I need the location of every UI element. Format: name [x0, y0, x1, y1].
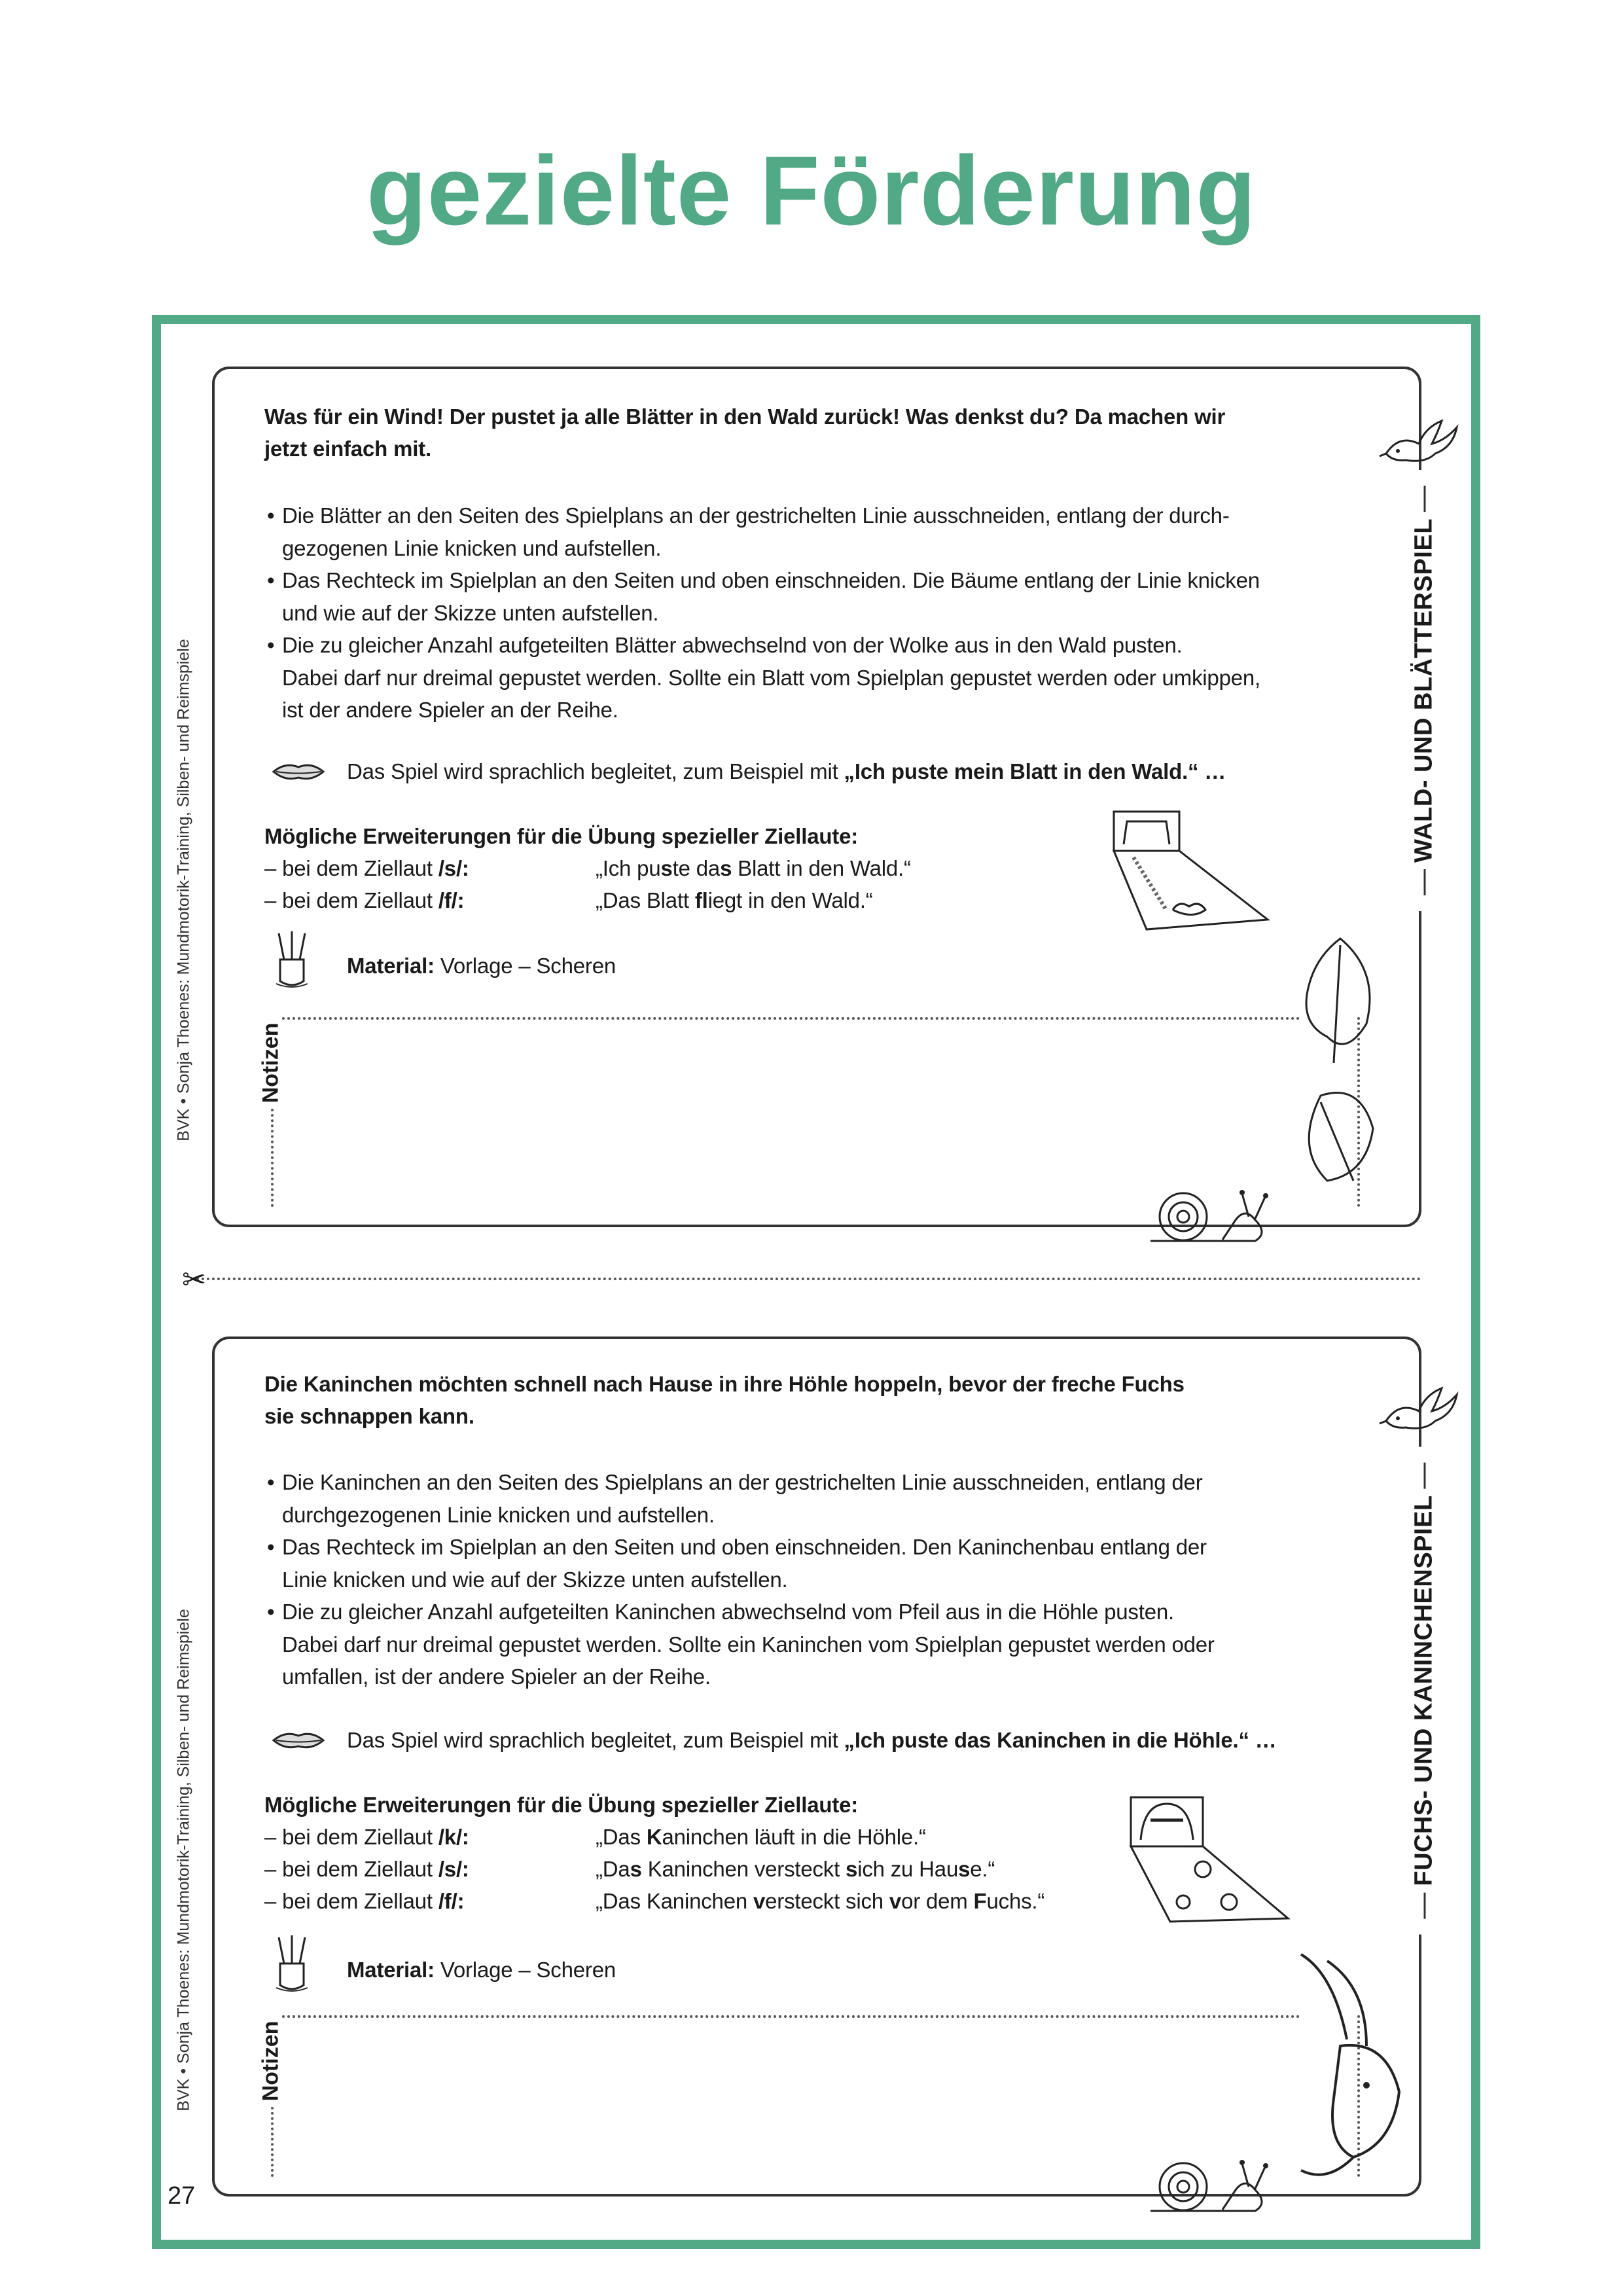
extension-example: [596, 1885, 1044, 1917]
extension-example: [596, 884, 873, 916]
bird-illustration: [1380, 1375, 1461, 1444]
example-segment: s: [846, 1857, 858, 1881]
speech-normal: Das Spiel wird sprachlich begleitet, zum Beispiel mit: [347, 1728, 844, 1752]
example-segment: s: [630, 1857, 642, 1881]
bird-illustration: [1380, 408, 1461, 476]
material-label: Material:: [347, 954, 435, 978]
example-segment: F: [973, 1889, 987, 1913]
example-segment: „Das: [596, 1825, 647, 1849]
example-segment: aninchen läuft in die Höhle.“: [662, 1825, 926, 1849]
pencil-cup-icon: [272, 930, 312, 992]
extension-label: [264, 884, 464, 916]
extension-label-text: – bei dem Ziellaut: [264, 1889, 438, 1913]
bullet-text: Das Rechteck im Spielplan an den Seiten und oben einschneiden. Die Bäume entlang der Linie knicken: [282, 568, 1260, 592]
bullet-text: Linie knicken und wie auf der Skizze unten aufstellen.: [282, 1567, 788, 1592]
notes-dotted-line: [282, 2015, 1300, 2018]
example-segment: s: [660, 856, 673, 880]
intro-text: sie schnappen kann.: [264, 1404, 474, 1428]
lips-icon: [272, 761, 325, 786]
bullet-marker: •: [267, 1470, 275, 1494]
example-segment: Blatt in den Wald.“: [732, 856, 911, 880]
example-segment: uchs.“: [986, 1889, 1045, 1913]
example-segment: „Ich pu: [596, 856, 661, 880]
bullet-text: durchgezogenen Linie knicken und aufstellen.: [282, 1502, 715, 1527]
extension-label: [264, 1853, 469, 1885]
example-segment: „Da: [596, 1857, 630, 1881]
bullet-marker: •: [267, 503, 275, 528]
game-card-wald-blaetter: [212, 367, 1438, 1227]
rabbit-illustration: [1288, 1948, 1406, 2200]
example-segment: s: [958, 1857, 971, 1881]
bullet-marker: •: [267, 568, 275, 592]
snail-illustration: [1144, 1181, 1275, 1249]
bullet-marker: •: [267, 1535, 275, 1559]
notes-dotted-vline: [271, 2107, 274, 2177]
target-sound: /s/:: [438, 856, 469, 880]
material: [347, 950, 616, 982]
speech-normal: Das Spiel wird sprachlich begleitet, zum Beispiel mit: [347, 759, 844, 783]
bullet-text: Die zu gleicher Anzahl aufgeteilten Kaninchen abwechselnd vom Pfeil aus in die Höhle pusten.: [282, 1600, 1174, 1624]
snail-illustration: [1144, 2151, 1275, 2219]
side-credit: BVK • Sonja Thoenes: Mundmotorik-Training, Silben- und Reimspiele: [174, 639, 193, 1141]
example-segment: ersteckt sich: [765, 1889, 889, 1913]
leaves-illustration: [1281, 932, 1386, 1197]
extension-example: [596, 852, 911, 884]
example-segment: K: [646, 1825, 662, 1849]
game-title: WALD- UND BLÄTTERSPIEL: [1410, 470, 1438, 911]
page-title: gezielte Förderung: [366, 135, 1257, 245]
extension-label-text: – bei dem Ziellaut: [264, 1825, 438, 1849]
example-segment: „Das Kaninchen: [596, 1889, 753, 1913]
speech-example: [347, 755, 1226, 787]
lips-icon: [272, 1729, 325, 1755]
extension-label: [264, 852, 469, 884]
example-segment: iegt in den Wald.“: [707, 888, 873, 912]
target-sound: /f/:: [438, 1889, 465, 1913]
speech-example: [347, 1724, 1277, 1756]
bullet-text: umfallen, ist der andere Spieler an der Reihe.: [282, 1664, 711, 1689]
material: [347, 1954, 616, 1986]
example-segment: te da: [672, 856, 721, 880]
cut-line: [196, 1278, 1421, 1280]
speech-bold: „Ich puste mein Blatt in den Wald.“ …: [844, 759, 1226, 783]
target-sound: /f/:: [438, 888, 465, 912]
notes-dotted-vline: [271, 1109, 274, 1207]
game-card-fuchs-kaninchen: [212, 1336, 1438, 2197]
bullet-marker: •: [267, 1600, 275, 1624]
game-title: FUCHS- UND KANINCHENSPIEL: [1410, 1446, 1438, 1934]
target-sound: /s/:: [438, 1857, 469, 1881]
intro-text: jetzt einfach mit.: [264, 437, 431, 461]
bullet-text: Das Rechteck im Spielplan an den Seiten und oben einschneiden. Den Kaninchenbau entlang der: [282, 1535, 1207, 1559]
example-segment: e.“: [970, 1857, 995, 1881]
bullet-text: Die zu gleicher Anzahl aufgeteilten Blätter abwechselnd von der Wolke aus in den Wald pusten.: [282, 633, 1183, 657]
extension-label-text: – bei dem Ziellaut: [264, 888, 438, 912]
material-value: Vorlage – Scheren: [434, 1958, 616, 1982]
example-segment: s: [720, 856, 732, 880]
example-segment: Kaninchen versteckt: [641, 1857, 846, 1881]
extension-example: [596, 1821, 926, 1853]
speech-bold: „Ich puste das Kaninchen in die Höhle.“ …: [844, 1728, 1277, 1752]
pencil-cup-icon: [272, 1934, 312, 1996]
notes-dotted-line: [282, 1017, 1300, 1020]
bullet-text: Dabei darf nur dreimal gepustet werden. Sollte ein Blatt vom Spielplan gepustet werden oder umkippen,: [282, 665, 1261, 690]
target-sound: /k/:: [438, 1825, 469, 1849]
example-segment: ich zu Hau: [857, 1857, 959, 1881]
bullet-text: Dabei darf nur dreimal gepustet werden. Sollte ein Kaninchen vom Spielplan gepustet werden oder: [282, 1632, 1215, 1657]
page-number: 27: [168, 2182, 196, 2210]
notes-label: Notizen: [258, 1022, 283, 1103]
bullet-text: und wie auf der Skizze unten aufstellen.: [282, 600, 659, 625]
extension-label-text: – bei dem Ziellaut: [264, 1857, 438, 1881]
game-board-sketch: [1107, 805, 1271, 939]
extension-label: [264, 1821, 469, 1853]
intro-text: Die Kaninchen möchten schnell nach Hause in ihre Höhle hoppeln, bevor der freche Fuchs: [264, 1372, 1185, 1396]
extension-label-text: – bei dem Ziellaut: [264, 856, 438, 880]
example-segment: v: [889, 1889, 902, 1913]
bullet-text: Die Kaninchen an den Seiten des Spielplans an der gestrichelten Linie ausschneiden, entlang der: [282, 1470, 1203, 1494]
extensions-heading: Mögliche Erweiterungen für die Übung spezieller Ziellaute:: [264, 1793, 859, 1817]
material-label: Material:: [347, 1958, 435, 1982]
example-segment: „Das Blatt: [596, 888, 695, 912]
material-value: Vorlage – Scheren: [434, 954, 616, 978]
game-board-sketch: [1124, 1791, 1294, 1931]
example-segment: v: [753, 1889, 766, 1913]
notes-label: Notizen: [258, 2020, 283, 2102]
extension-example: [596, 1853, 995, 1885]
intro-text: Was für ein Wind! Der pustet ja alle Blätter in den Wald zurück! Was denkst du? Da machen wir: [264, 404, 1226, 429]
extension-label: [264, 1885, 464, 1917]
side-credit: BVK • Sonja Thoenes: Mundmotorik-Training, Silben- und Reimspiele: [174, 1609, 193, 2111]
bullet-marker: •: [267, 633, 275, 657]
example-segment: fl: [694, 888, 708, 912]
extensions-heading: Mögliche Erweiterungen für die Übung spezieller Ziellaute:: [264, 824, 859, 848]
example-segment: or dem: [901, 1889, 974, 1913]
scissors-icon: ✂: [182, 1264, 206, 1296]
bullet-text: Die Blätter an den Seiten des Spielplans an der gestrichelten Linie ausschneiden, entlang der durch-: [282, 503, 1230, 528]
bullet-text: gezogenen Linie knicken und aufstellen.: [282, 535, 662, 560]
bullet-text: ist der andere Spieler an der Reihe.: [282, 698, 618, 722]
